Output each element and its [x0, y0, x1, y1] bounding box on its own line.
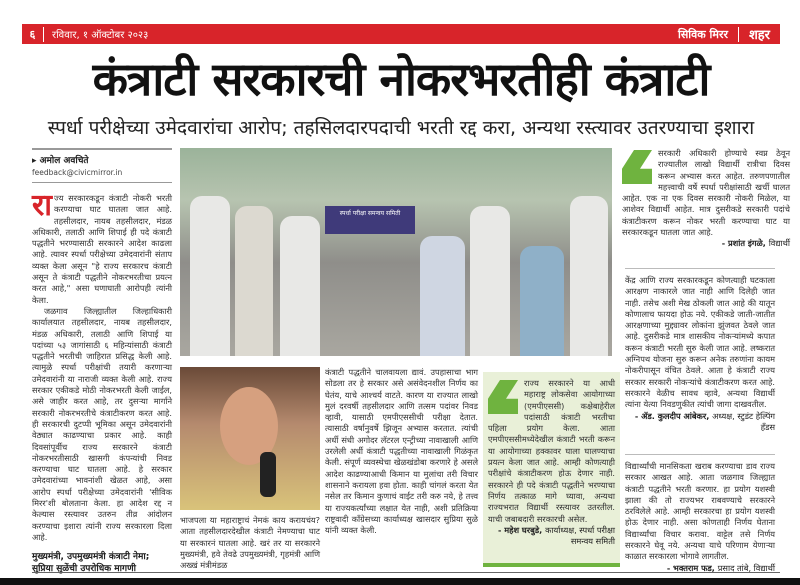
- headline: कंत्राटी सरकारची नोकरभरतीही कंत्राटी: [92, 52, 710, 106]
- quote-box: [625, 262, 775, 433]
- article-paragraph: जळगाव जिल्ह्यातील जिल्हाधिकारी कार्यालयात तहसीलदार, नायब तहसीलदार, मंडळ अधिकारी, तलाठी आणि शिपाई या पदांच्या ५३ जागांसाठी ६ महिन्यांसाठी कंत्राटी पद्धतीने भरतीची जाहिरात प्रसिद्ध केली आहे. त्यामुळे स्पर्धा परीक्षांची तयारी करणाऱ्या उमेदवारांनी या नाराजी व्यक्त केली आहे. राज्य सरकार एकीकडे मोठी नोकरभरती केली जाईल, असे जाहीर करत आहे, तर दुसऱ्या मार्गाने सरकारी नोकरभरतीचे कंत्राटीकरण करत आहे. ही सरकारची दुटप्पी भूमिका असून उमेदवारांनी वेठ्यात काढण्याचा प्रकार आहे. काही दिवसांपूर्वीच राज्य सरकारने कंत्राटी नोकरभरतीसाठी खासगी कंपन्यांची निवड करण्याचा घाट घातला आहे. हे सरकार उमेदवारांच्या भावनांशी खेळत आहे, असा आरोप स्पर्धा परीक्षेच्या उमेदवारांनी 'सीविक मिरर'शी बोलताना केला. हा आदेश रद्द न केल्यास रस्त्यावर उतरुन तीव्र आंदोलन करण्याचा इशारा त्यांनी राज्य सरकारला दिला आहे.: [32, 305, 172, 542]
- quote-role: अध्यक्ष, स्टुडंट हेल्पिंग हँडस: [712, 410, 775, 432]
- quote-box: [622, 148, 790, 249]
- subheadline: स्पर्धा परीक्षेच्या उमेदवारांचा आरोप; तहसिलदारपदाची भरती रद्द करा, अन्यथा रस्त्यावर उतरण्याचा इशारा: [47, 117, 755, 139]
- quote-role: विद्यार्थी: [768, 238, 790, 249]
- speaker-photo: [180, 367, 320, 510]
- quote-name: - प्रशांत इंगळे,: [721, 238, 766, 249]
- article-left-column: [32, 148, 172, 575]
- brand-logo: सिविक मिरर: [668, 27, 739, 42]
- masthead-bar: [22, 24, 780, 44]
- quote-name: - ॲड. कुलदीप आंबेकर,: [634, 410, 710, 421]
- quote-attribution: [488, 525, 615, 547]
- page-number: ६: [22, 27, 44, 42]
- section-label: शहर: [748, 28, 770, 43]
- quote-text: केंद्र आणि राज्य सरकारकडून कोणत्याही घटकाला आरक्षण नाकारले जात नाही आणि दिलेही जात नाही. तसेच अशी मेख ठोकली जात आहे की यातून कोणालाच फायदा होऊ नये. एकीकडे जाती-जातीत आरक्षणाच्या मुद्द्यावर लोकांना झुंजवत ठेवले जात आहे. दुसरीकडे मात्र शासकीय नोकऱ्यांमध्ये कपात करून कंत्राटी भरती सुरु केली जात आहे. लष्करात अग्निपथ योजना सुरु करून अनेक तरुणांना कायम नोकरीपासून वंचित ठेवले. आता हे कंत्राटी राज्य सरकार सरकारी नोकऱ्यांचे कंत्राटीकरण करत आहे. सरकारने वेळीच सावध व्हावे, अन्यथा विद्यार्थी त्यांना येत्या निवडणुकीत त्यांची जागा दाखवतील.: [625, 275, 775, 410]
- divider: [625, 454, 775, 455]
- quote-role: प्रसाद तांबे, विद्यार्थी: [717, 562, 775, 573]
- article-paragraph: कंत्राटी पद्धतीने चालवायला द्यावं. उपहासाचा भाग सोडला तर हे सरकार असे असंवेदनशील निर्णय का घेतंय, याचे आश्चर्य वाटते. कारण या राज्यात लाखो मुलं दरवर्षी तहसीलदार आणि तत्सम पदांवर निवड व्हावी, यासाठी एमपीएससीची परीक्षा देतात. त्यासाठी वर्षानुवर्षे झिजून अभ्यास करतात. त्यांची अर्धी संधी अगोदर लॅटरल एन्ट्रीच्या नावाखाली आणि उरलेली अर्धी कंत्राटी पद्धतीच्या नावाखाली गिळंकृत केली. संपूर्ण व्यवस्थेचा खेळखंडोबा करणारे हे असले आदेश काढण्याआधी किमान या मुलांचा तरी विचार शासनाने करायला हवा होता. काही चांगलं करता येत नसेल तर किमान कुणाचं वाईट तरी करु नये, हे तत्त्व या राज्यकर्त्यांच्या लक्षात येत नाही, अशी प्रतिक्रिया राष्ट्रवादी काँग्रेसच्या कार्याध्यक्ष खासदार सुप्रिया सुळे यांनी व्यक्त केली.: [325, 367, 478, 536]
- quote-name: - भक्तराम फड,: [666, 562, 715, 573]
- highlight-quote-box: [483, 372, 620, 567]
- quote-name: - महेश घरबुडे,: [497, 524, 543, 535]
- quote-text: विद्यार्थ्यांची मानसिकता खराब करण्याचा डाव राज्य सरकार आखत आहे. आता जळगाव जिल्ह्यात कंत्राटी पद्धतीने भरती करणार. हा प्रयोग यशस्वी झाला की तो राज्यभर राबवण्याचे सरकारने ठरविलेले आहे. आम्ही सरकारचा हा प्रयोग यशस्वी होऊ देणार नाही. असा कोणताही निर्णय घेताना विद्यार्थ्यांचा विचार करावा. वाट्टेल तसे निर्णय सरकारने घेवू नये. अन्यथा याचे परिणाम येणाऱ्या काळात सरकारला भोगावे लागतील.: [625, 461, 775, 562]
- byline-email: feedback@civicmirror.in: [32, 166, 172, 183]
- article-paragraph: [32, 188, 172, 306]
- quote-attribution: [625, 411, 775, 433]
- issue-date: रविवार, १ ऑक्टोबर २०२३: [52, 30, 149, 41]
- protest-photo: [180, 148, 612, 356]
- quote-text: सरकारी अधिकारी होण्याचे स्वप्न ठेवून राज्यातील लाखो विद्यार्थी रात्रीचा दिवस करून अभ्यास करत आहेत. तरुणपणातील महत्त्वाची वर्षे स्पर्धा परीक्षांसाठी खर्ची घालत आहेत. एक ना एक दिवस सरकारी नोकरी मिळेल, या आशेवर विद्यार्थी आहेत. मात्र दुसरीकडे सरकारी पदांचे कंत्राटीकरण करून नोकर भरती करण्याचा घाट या सरकारकडून घातला जात आहे.: [622, 148, 790, 238]
- article-subheading: मुख्यमंत्री, उपमुख्यमंत्री कंत्राटी नेमा; सुप्रिया सुळेंची उपरोधिक मागणी: [32, 552, 150, 575]
- protest-banner: स्पर्धा परीक्षा समन्वय समिती: [325, 206, 415, 234]
- article-paragraph: भाजपला या महाराष्ट्राचं नेमकं काय करायचंय? आता तहसीलदारदेखील कंत्राटी नेमण्याचा घाट या सरकारनं घातला आहे. खरं तर या सरकारने मुख्यमंत्री, हवे तेवढे उपमुख्यमंत्री, गृहमंत्री आणि अख्खं मंत्रीमंडळ: [180, 515, 320, 571]
- quote-role: कार्याध्यक्ष, स्पर्धा परीक्षा समन्वय समिती: [545, 524, 615, 546]
- quote-text: राज्य सरकारने या आधी महाराष्ट्र लोकसेवा आयोगाच्या (एमपीएससी) कक्षेबाहेरील पदांसाठी कंत्राटी भरतीचा पहिला प्रयोग केला. आता एमपीएससीमध्येदेखील कंत्राटी भरती करून या आयोगाच्या हक्कावर घाला घालण्याचा प्रयत्न केला जात आहे. आम्ही कोणत्याही परीक्षांचे कंत्राटीकरण होऊ देणार नाही. सरकारने ही पदे कंत्राटी पद्धतीने भरण्याचा निर्णय तत्काळ मागे घ्यावा, अन्यथा राज्यभरात विद्यार्थी रस्त्यावर उतरतील. याची जबाबदारी सरकारची असेल.: [488, 378, 615, 524]
- quote-attribution: [622, 238, 790, 249]
- bottom-rule: [32, 572, 780, 573]
- paragraph-text: ज्य सरकारकडून कंत्राटी नोकरी भरती करण्याचा घाट घातला जात आहे. तहसीलदार, नायब तहसीलदार, मंडळ अधिकारी, तलाठी आणि शिपाई ही पदे कंत्राटी पद्धतीने भरण्यासाठी सरकारने आदेश काढला आहे. त्यावर स्पर्धा परीक्षेच्या उमेदवारांनी संताप व्यक्त केला असून "हे राज्य सरकारच कंत्राटी असून ते कंत्राटी पद्धतीने नोकरभरतीचा प्रयत्न करत आहे," असा घणाघाती आरोपही त्यांनी केला.: [32, 193, 172, 305]
- microphone-icon: [260, 452, 276, 497]
- drop-cap: रा: [32, 188, 53, 223]
- divider: [625, 268, 775, 269]
- byline-author: ▸ अमोल अवचिते: [32, 148, 172, 166]
- bottom-edge: [0, 578, 800, 585]
- quote-box: [625, 448, 775, 574]
- author-name: अमोल अवचिते: [39, 156, 89, 166]
